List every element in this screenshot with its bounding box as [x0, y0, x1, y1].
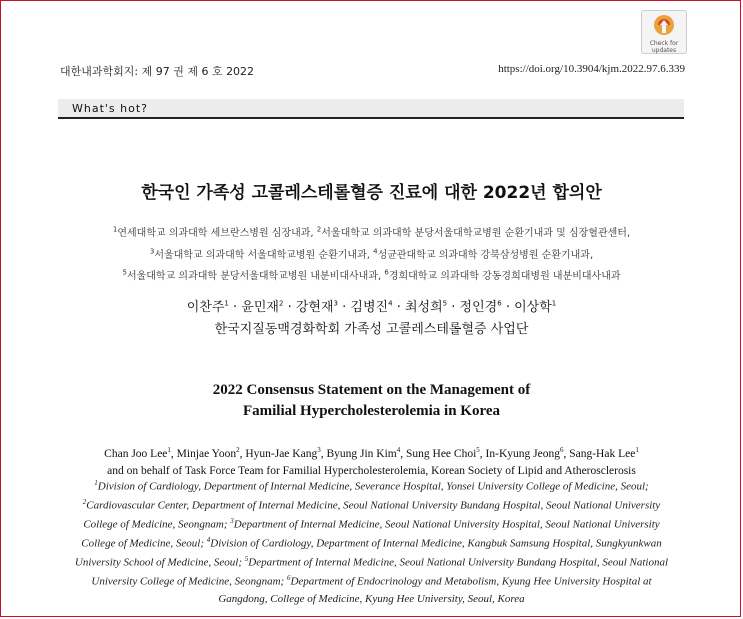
aff-text: Division of Cardiology, Department of Internal Medicine, Severance Hospital, Yonsei University College of Medicine, Seoul;	[97, 480, 649, 493]
english-author-list	[0, 446, 743, 460]
author-name: 윤민재	[241, 300, 279, 315]
aff-text: 서울대학교 의과대학 분당서울대학교병원 내분비대사내과,	[126, 271, 385, 282]
author-affiliation-marker: 3	[333, 299, 339, 308]
english-affiliation-line	[0, 479, 743, 493]
aff-text: Department of Endocrinology and Metabolism, Kyung Hee University Hospital at	[290, 575, 652, 588]
author-name: 이찬주	[186, 300, 225, 315]
author-name: Sang-Hak Lee	[569, 447, 636, 460]
aff-marker: 2	[316, 225, 322, 234]
author-name: Chan Joo Lee	[104, 447, 168, 460]
aff-text: 성균관대학교 의과대학 강북삼성병원 순환기내과,	[377, 250, 594, 261]
aff-marker: 6	[286, 574, 291, 582]
english-title-line-2: Familial Hypercholesterolemia in Korea	[242, 403, 501, 419]
aff-text: 서울대학교 의과대학 서울대학교병원 순환기내과,	[154, 250, 374, 261]
author-affiliation-marker: 6	[559, 446, 564, 454]
author-separator: ,	[563, 447, 570, 460]
korean-title: 한국인 가족성 고콜레스테롤혈증 진료에 대한 2022년 합의안	[141, 183, 602, 203]
author-separator: ·	[338, 300, 351, 315]
aff-marker: 5	[122, 268, 127, 277]
author-name: 김병진	[350, 300, 389, 315]
english-affiliation-line	[0, 536, 743, 550]
author-affiliation-marker: 2	[236, 446, 240, 454]
author-separator: ,	[239, 447, 246, 460]
english-affiliation-line	[0, 593, 743, 605]
aff-text: Gangdong, College of Medicine, Kyung Hee University, Seoul, Korea	[218, 593, 525, 605]
aff-text: Department of Internal Medicine, Seoul National University Hospital, Seoul National University	[233, 518, 660, 531]
aff-text: College of Medicine, Seongnam;	[83, 518, 231, 531]
author-separator: ·	[392, 300, 405, 315]
aff-marker: 6	[384, 268, 389, 277]
author-affiliation-marker: 5	[442, 299, 448, 308]
author-separator: ,	[170, 447, 177, 460]
author-affiliation-marker: 4	[396, 446, 401, 454]
author-affiliation-marker: 2	[278, 299, 284, 308]
korean-author-group: 한국지질동맥경화학회 가족성 고콜레스테롤혈증 사업단	[214, 322, 529, 337]
english-title-line-1: 2022 Consensus Statement on the Management of	[212, 382, 531, 398]
author-separator: ,	[479, 447, 486, 460]
english-affiliation-line	[0, 555, 743, 569]
check-for-updates-badge[interactable]	[641, 10, 687, 54]
author-name: Byung Jin Kim	[326, 447, 397, 460]
aff-text: College of Medicine, Seoul;	[81, 537, 207, 550]
author-affiliation-marker: 1	[167, 446, 171, 454]
author-separator: ·	[228, 300, 242, 315]
author-affiliation-marker: 1	[224, 299, 229, 308]
aff-text: 연세대학교 의과대학 세브란스병원 심장내과,	[117, 228, 317, 239]
english-behalf-line: and on behalf of Task Force Team for Familial Hypercholesterolemia, Korean Society of Lipid and Atherosclerosis	[107, 465, 636, 477]
journal-citation: 대한내과학회지: 제 97 권 제 6 호 2022	[60, 65, 255, 78]
author-affiliation-marker: 1	[635, 446, 639, 454]
author-affiliation-marker: 4	[388, 299, 393, 308]
aff-marker: 4	[373, 247, 378, 256]
english-affiliation-line	[0, 574, 743, 588]
aff-marker: 1	[112, 225, 118, 234]
aff-text: University School of Medicine, Seoul;	[74, 556, 245, 569]
badge-line-2: updates	[651, 47, 677, 54]
author-separator: ,	[400, 447, 406, 460]
check-for-updates-icon	[653, 14, 675, 36]
aff-marker: 3	[149, 247, 155, 256]
author-separator: ,	[320, 447, 327, 460]
aff-text: University College of Medicine, Seongnam;	[91, 575, 287, 588]
author-separator: ·	[283, 300, 296, 315]
badge-line-1: Check for	[649, 40, 679, 47]
author-name: Hyun-Jae Kang	[245, 447, 318, 460]
aff-text: Cardiovascular Center, Department of Internal Medicine, Seoul National University Bundang Hospital, Seoul National University	[86, 499, 661, 512]
aff-text: 서울대학교 의과대학 분당서울대학교병원 순환기내과 및 심장혈관센터,	[321, 228, 631, 239]
korean-affiliation-line-2	[0, 246, 743, 261]
korean-affiliation-line-1	[0, 224, 743, 239]
author-affiliation-marker: 5	[476, 446, 480, 454]
english-affiliation-line	[0, 517, 743, 531]
author-name: Minjae Yoon	[176, 447, 237, 460]
author-separator: ·	[447, 300, 460, 315]
aff-text: Department of Internal Medicine, Seoul National University Bundang Hospital, Seoul National	[248, 556, 669, 569]
section-bar	[58, 99, 684, 119]
section-label: What's hot?	[72, 102, 149, 115]
author-separator: ·	[501, 300, 515, 315]
author-name: In-Kyung Jeong	[485, 447, 560, 460]
aff-marker: 3	[230, 517, 234, 525]
author-name: 이상학	[514, 300, 552, 315]
author-name: 강현재	[295, 300, 334, 315]
author-name: Sung Hee Choi	[406, 447, 477, 460]
english-affiliation-line	[0, 498, 743, 512]
korean-author-list	[0, 296, 743, 315]
doi-link[interactable]: https://doi.org/10.3904/kjm.2022.97.6.339	[498, 63, 685, 75]
aff-marker: 5	[244, 555, 249, 563]
aff-text: 경희대학교 의과대학 강동경희대병원 내분비대사내과	[388, 271, 621, 282]
author-name: 정인경	[459, 300, 498, 315]
aff-marker: 1	[94, 479, 98, 487]
author-affiliation-marker: 6	[497, 299, 502, 308]
author-name: 최성희	[404, 300, 443, 315]
author-affiliation-marker: 3	[317, 446, 321, 454]
korean-affiliation-line-3	[0, 267, 743, 282]
author-affiliation-marker: 1	[551, 299, 557, 308]
aff-marker: 4	[206, 536, 211, 544]
aff-text: Division of Cardiology, Department of Internal Medicine, Kangbuk Samsung Hospital, Sungkyunkwan	[210, 537, 662, 550]
aff-marker: 2	[82, 498, 87, 506]
